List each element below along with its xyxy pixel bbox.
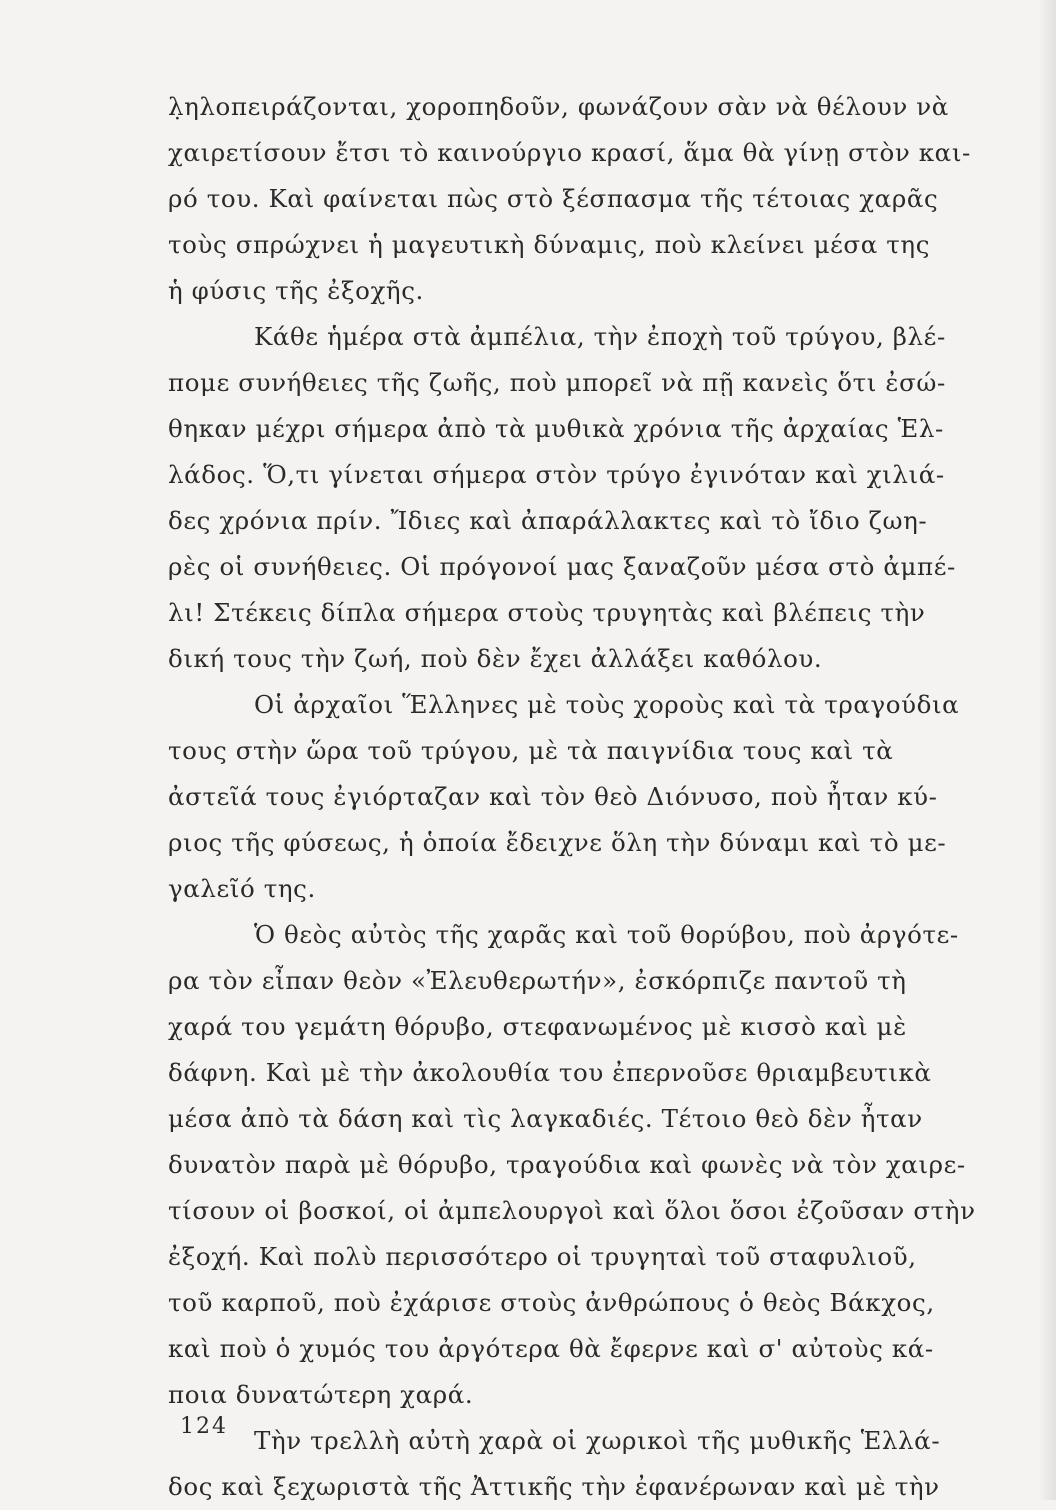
text-line: θηκαν μέχρι σήμερα ἀπὸ τὰ μυθικὰ χρόνια τῆς ἀρχαίας Ἑλ- xyxy=(168,414,944,443)
text-line: γαλεῖό της. xyxy=(168,874,316,903)
text-line: λ̣ηλοπειράζονται, χοροπηδοῦν, φωνάζουν σὰν νὰ θέλουν νὰ xyxy=(168,92,949,121)
text-line: ρό του. Καὶ φαίνεται πὼς στὸ ξέσπασμα τῆς τέτοιας χαρᾶς xyxy=(168,184,939,213)
text-line: ἡ φύσις τῆς ἐξοχῆς. xyxy=(168,276,424,305)
text-line: ἐξοχή. Καὶ πολὺ περισσότερο οἱ τρυγηταὶ τοῦ σταφυλιοῦ, xyxy=(168,1242,917,1271)
paragraph-first-line: Οἱ ἀρχαῖοι Ἕλληνες μὲ τοὺς χοροὺς καὶ τὰ τραγούδια xyxy=(254,690,960,719)
text-line: ρα τὸν εἶπαν θεὸν «Ἐλευθερωτήν», ἐσκόρπιζε παντοῦ τὴ xyxy=(168,966,907,995)
text-line: δος καὶ ξεχωριστὰ τῆς Ἀττικῆς τὴν ἐφανέρωναν καὶ μὲ τὴν xyxy=(168,1472,940,1501)
paragraph-first-line: Τὴν τρελλὴ αὐτὴ χαρὰ οἱ χωρικοὶ τῆς μυθικῆς Ἑλλά- xyxy=(254,1426,941,1455)
text-line: πομε συνήθειες τῆς ζωῆς, ποὺ μπορεῖ νὰ πῇ κανεὶς ὅτι ἐσώ- xyxy=(168,368,946,397)
text-line: δάφνη. Καὶ μὲ τὴν ἀκολουθία του ἐπερνοῦσε θριαμβευτικὰ xyxy=(168,1058,932,1087)
text-line: δυνατὸν παρὰ μὲ θόρυβο, τραγούδια καὶ φωνὲς νὰ τὸν χαιρε- xyxy=(168,1150,966,1179)
text-line: μέσα ἀπὸ τὰ δάση καὶ τὶς λαγκαδιές. Τέτοιο θεὸ δὲν ἦταν xyxy=(168,1104,923,1133)
text-line: λάδος. Ὅ,τι γίνεται σήμερα στὸν τρύγο ἐγινόταν καὶ χιλιά- xyxy=(168,460,945,489)
body-text xyxy=(168,84,1048,1510)
text-line: τοὺς σπρώχνει ἡ μαγευτικὴ δύναμις, ποὺ κλείνει μέσα της xyxy=(168,230,931,259)
text-line: ριος τῆς φύσεως, ἡ ὁποία ἔδειχνε ὅλη τὴν δύναμι καὶ τὸ με- xyxy=(168,828,947,857)
text-line: δική τους τὴν ζωή, ποὺ δὲν ἔχει ἀλλάξει καθόλου. xyxy=(168,644,823,673)
text-line: τους στὴν ὥρα τοῦ τρύγου, μὲ τὰ παιγνίδια τους καὶ τὰ xyxy=(168,736,894,765)
paragraph-first-line: Ὁ θεὸς αὐτὸς τῆς χαρᾶς καὶ τοῦ θορύβου, ποὺ ἀργότε- xyxy=(254,920,959,949)
paragraph-first-line: Κάθε ἡμέρα στὰ ἀμπέλια, τὴν ἐποχὴ τοῦ τρύγου, βλέ- xyxy=(254,322,946,351)
text-line: χαρά του γεμάτη θόρυβο, στεφανωμένος μὲ κισσὸ καὶ μὲ xyxy=(168,1012,907,1041)
text-line: καὶ ποὺ ὁ χυμός του ἀργότερα θὰ ἔφερνε καὶ σ' αὐτοὺς κά- xyxy=(168,1334,934,1363)
text-line: χαιρετίσουν ἔτσι τὸ καινούργιο κρασί, ἅμα θὰ γίνῃ στὸν και- xyxy=(168,138,971,167)
text-line: δες χρόνια πρίν. Ἴδιες καὶ ἀπαράλλακτες καὶ τὸ ἴδιο ζωη- xyxy=(168,506,928,535)
text-line: ποια δυνατώτερη χαρά. xyxy=(168,1380,474,1409)
text-line: ρὲς οἱ συνήθειες. Οἱ πρόγονοί μας ξαναζοῦν μέσα στὸ ἀμπέ- xyxy=(168,552,956,581)
text-line: τίσουν οἱ βοσκοί, οἱ ἀμπελουργοὶ καὶ ὅλοι ὅσοι ἐζοῦσαν στὴν xyxy=(168,1196,976,1225)
text-line: λι! Στέκεις δίπλα σήμερα στοὺς τρυγητὰς καὶ βλέπεις τὴν xyxy=(168,598,926,627)
text-line: τοῦ καρποῦ, ποὺ ἐχάρισε στοὺς ἀνθρώπους ὁ θεὸς Βάκχος, xyxy=(168,1288,935,1317)
page-number: 124 xyxy=(180,1414,228,1439)
text-line: ἀστεῖά τους ἐγιόρταζαν καὶ τὸν θεὸ Διόνυσο, ποὺ ἦταν κύ- xyxy=(168,782,938,811)
